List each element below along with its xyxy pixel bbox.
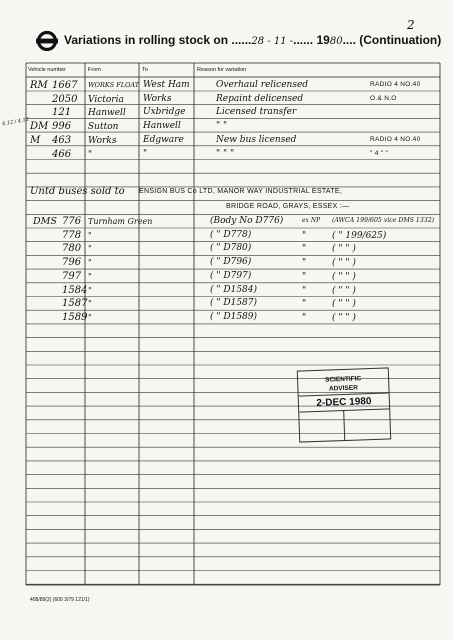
ex-garage: " bbox=[302, 244, 307, 255]
vehicle-number: 121 bbox=[52, 107, 72, 119]
to-cell: Uxbridge bbox=[143, 107, 186, 118]
to-cell: Hanwell bbox=[143, 121, 181, 132]
to-cell: Works bbox=[143, 93, 172, 104]
reason-note: " 4 " " bbox=[370, 149, 389, 157]
reason-cell: " " " bbox=[216, 148, 235, 159]
from-cell: " bbox=[88, 258, 92, 268]
reason-note: RADIO 4 NO.40 bbox=[370, 81, 421, 88]
from-cell: " bbox=[88, 299, 92, 309]
from-cell: " bbox=[88, 271, 92, 281]
vehicle-number: 1589 bbox=[62, 311, 88, 323]
vehicle-number: 996 bbox=[52, 121, 72, 133]
margin-note: 4.12 / 4.12 bbox=[1, 116, 30, 128]
vehicle-number: 778 bbox=[62, 229, 82, 241]
from-cell: Sutton bbox=[88, 122, 119, 133]
from-cell: " bbox=[88, 149, 93, 160]
awca-number: ( " 199/625) bbox=[332, 230, 387, 241]
vehicle-type: RM bbox=[30, 80, 48, 91]
reason-note: RADIO 4 NO.40 bbox=[370, 135, 421, 143]
body-number: ( " D780) bbox=[210, 243, 252, 254]
ex-garage: " bbox=[302, 285, 307, 296]
ex-garage: " bbox=[302, 230, 307, 241]
body-number: ( " D778) bbox=[210, 229, 252, 240]
reason-cell: Repaint delicensed bbox=[216, 93, 304, 104]
from-cell: " bbox=[88, 312, 92, 322]
vehicle-number: 466 bbox=[52, 148, 72, 160]
vehicle-number: 776 bbox=[62, 216, 82, 227]
from-cell: " bbox=[88, 244, 92, 254]
vehicle-type: M bbox=[30, 134, 41, 146]
ex-garage: " bbox=[302, 271, 307, 282]
continuation-label: (Continuation) bbox=[359, 33, 442, 47]
reason-cell: " " bbox=[216, 121, 228, 132]
stamp-line1: SCIENTIFIC bbox=[324, 375, 362, 384]
from-cell: Works bbox=[88, 135, 117, 146]
vehicle-number: 1587 bbox=[62, 298, 88, 310]
vehicle-number: 2050 bbox=[52, 93, 78, 105]
body-number: ( " D1587) bbox=[210, 298, 258, 309]
form-footer-code: 408/89(2) (600 3/79 121/1) bbox=[30, 597, 90, 603]
awca-number: ( " " ) bbox=[332, 271, 356, 282]
ex-garage: ex NP bbox=[302, 217, 321, 224]
body-number: (Body No D776) bbox=[210, 216, 284, 226]
ex-garage: " bbox=[302, 258, 307, 269]
reason-note: O.& N.O bbox=[370, 94, 397, 102]
vehicle-number: 797 bbox=[62, 270, 82, 282]
col-header-reason: Reason for variation bbox=[197, 67, 247, 73]
vehicle-type: DM bbox=[30, 121, 49, 133]
body-number: ( " D1589) bbox=[210, 311, 258, 322]
vehicle-number: 796 bbox=[62, 257, 82, 269]
awca-number: ( " " ) bbox=[332, 244, 356, 255]
vehicle-number: 1667 bbox=[52, 80, 78, 91]
date-day-month: 28 - 11 - bbox=[251, 36, 294, 47]
body-number: ( " D1584) bbox=[210, 284, 258, 295]
ex-garage: " bbox=[302, 312, 307, 323]
col-header-vehicle: Vehicle number bbox=[28, 67, 66, 73]
reason-cell: Licensed transfer bbox=[216, 107, 297, 118]
body-number: ( " D796) bbox=[210, 257, 252, 268]
sold-heading-line1: ENSIGN BUS Co LTD, MANOR WAY INDUSTRIAL ESTATE, bbox=[139, 188, 343, 195]
page-number: 2 bbox=[407, 18, 415, 32]
sold-heading-handwritten: Untd buses sold to bbox=[30, 186, 125, 197]
from-cell: Hanwell bbox=[88, 108, 126, 119]
awca-number: ( " " ) bbox=[332, 285, 356, 296]
vehicle-type: DMS bbox=[33, 216, 57, 227]
from-cell: " bbox=[88, 230, 92, 240]
awca-number: ( " " ) bbox=[332, 312, 356, 323]
awca-number: (AWCA 199/605 vice DMS 1332) bbox=[332, 217, 435, 224]
stamp-line2: ADVISER bbox=[328, 384, 358, 393]
vehicle-number: 463 bbox=[52, 134, 72, 146]
col-header-from: From bbox=[88, 67, 101, 73]
ex-garage: " bbox=[302, 299, 307, 310]
scientific-adviser-stamp bbox=[297, 367, 391, 442]
vehicle-number: 1584 bbox=[62, 284, 88, 296]
date-year: 80 bbox=[329, 36, 343, 47]
sold-heading-line2: BRIDGE ROAD, GRAYS, ESSEX :— bbox=[226, 203, 350, 210]
vehicle-number: 780 bbox=[62, 243, 82, 255]
stamp-date: 2-DEC 1980 bbox=[316, 396, 372, 409]
form-title: Variations in rolling stock on ......28 - 11 -...... 1980.... (Continuation) bbox=[64, 33, 442, 47]
to-cell: Edgware bbox=[143, 134, 184, 145]
awca-number: ( " " ) bbox=[332, 258, 356, 269]
reason-cell: Overhaul relicensed bbox=[216, 80, 309, 90]
from-cell: Turnham Green bbox=[88, 217, 153, 226]
reason-cell: New bus licensed bbox=[216, 134, 297, 145]
to-cell: West Ham bbox=[143, 80, 190, 90]
awca-number: ( " " ) bbox=[332, 299, 356, 310]
from-cell: WORKS FLOAT bbox=[88, 81, 140, 89]
from-cell: " bbox=[88, 285, 92, 295]
from-cell: Victoria bbox=[88, 94, 124, 105]
body-number: ( " D797) bbox=[210, 270, 252, 281]
to-cell: " bbox=[143, 148, 148, 159]
col-header-to: To bbox=[142, 67, 148, 73]
